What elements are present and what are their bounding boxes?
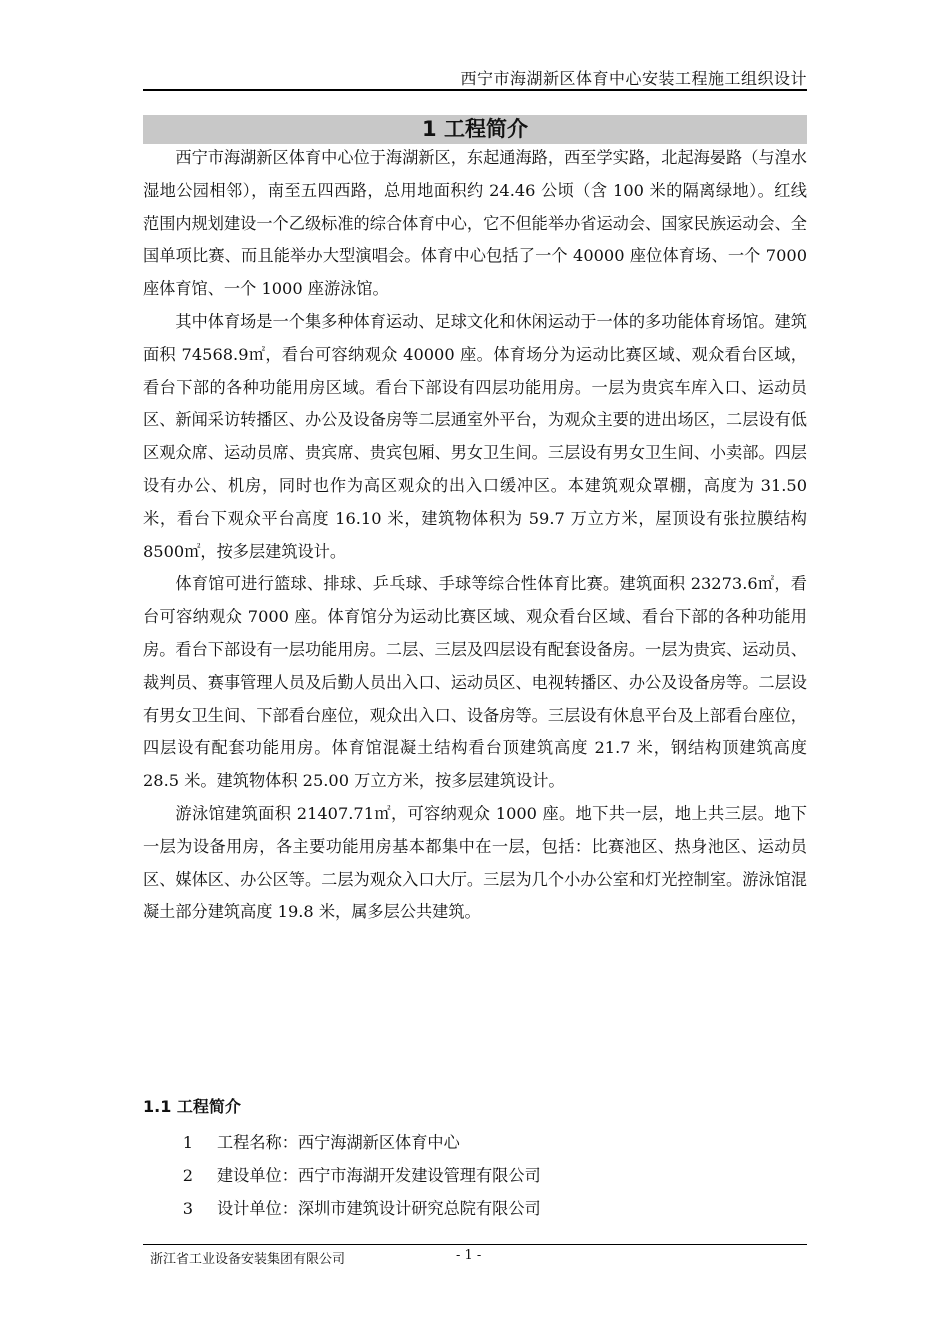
- paragraph-stadium: 其中体育场是一个集多种体育运动、足球文化和休闲运动于一体的多功能体育场馆。建筑面积 74568.9㎡，看台可容纳观众 40000 座。体育场分为运动比赛区域、观众看台区域，看台下部的各种功能用房区域。看台下部设有四层功能用房。一层为贵宾车库入口、运动员区、新闻采访转播区、办公及设备房等二层通室外平台，为观众主要的进出场区，二层设有低区观众席、运动员席、贵宾席、贵宾包厢、男女卫生间。三层设有男女卫生间、小卖部。四层设有办公、机房，同时也作为高区观众的出入口缓冲区。本建筑观众罩棚，高度为 31.50 米，看台下观众平台高度 16.10 米，建筑物体积为 59.7 万立方米，屋顶设有张拉膜结构 8500㎡，按多层建筑设计。: [143, 311, 807, 561]
- list-item: [143, 1159, 541, 1192]
- list-item: [143, 1126, 541, 1159]
- page-header-title: 西宁市海湖新区体育中心安装工程施工组织设计: [460, 69, 807, 88]
- list-item-text: 设计单位：深圳市建筑设计研究总院有限公司: [217, 1199, 541, 1218]
- list-item-number: 3: [182, 1199, 193, 1218]
- list-item-number: 1: [182, 1133, 193, 1152]
- section-title: 1 工程简介: [422, 117, 528, 141]
- list-item-text: 工程名称：西宁海湖新区体育中心: [217, 1133, 460, 1152]
- paragraph-natatorium: 游泳馆建筑面积 21407.71㎡，可容纳观众 1000 座。地下共一层，地上共三层。地下一层为设备用房，各主要功能用房基本都集中在一层，包括：比赛池区、热身池区、运动员区、媒体区、办公区等。二层为观众入口大厅。三层为几个小办公室和灯光控制室。游泳馆混凝土部分建筑高度 19.8 米，属多层公共建筑。: [143, 803, 807, 922]
- list-item-text: 建设单位：西宁市海湖开发建设管理有限公司: [217, 1166, 541, 1185]
- body-text: [143, 142, 807, 929]
- list-item: [143, 1192, 541, 1225]
- subsection-title: 1.1 工程简介: [143, 1097, 241, 1116]
- paragraph-overview: 西宁市海湖新区体育中心位于海湖新区，东起通海路，西至学实路，北起海晏路（与湟水湿地公园相邻），南至五四西路，总用地面积约 24.46 公顷（含 100 米的隔离绿地）。红线范围内规划建设一个乙级标准的综合体育中心，它不但能举办省运动会、国家民族运动会、全国单项比赛、而且能举办大型演唱会。体育中心包括了一个 40000 座位体育场、一个 7000 座体育馆、一个 1000 座游泳馆。: [143, 148, 807, 299]
- section-banner: [143, 115, 807, 144]
- paragraph-gymnasium: 体育馆可进行篮球、排球、乒乓球、手球等综合性体育比赛。建筑面积 23273.6㎡，看台可容纳观众 7000 座。体育馆分为运动比赛区域、观众看台区域、看台下部的各种功能用房。看台下部设有一层功能用房。二层、三层及四层设有配套设备房。一层为贵宾、运动员、裁判员、赛事管理人员及后勤人员出入口、运动员区、电视转播区、办公及设备房等。二层设有男女卫生间、下部看台座位，观众出入口、设备房等。三层设有休息平台及上部看台座位，四层设有配套功能用房。体育馆混凝土结构看台顶建筑高度 21.7 米，钢结构顶建筑高度 28.5 米。建筑物体积 25.00 万立方米，按多层建筑设计。: [143, 574, 807, 791]
- project-info-list: [143, 1126, 541, 1225]
- list-item-number: 2: [182, 1166, 193, 1185]
- footer-company: 浙江省工业设备安装集团有限公司: [150, 1252, 346, 1267]
- page-number: - 1 -: [456, 1248, 482, 1263]
- footer-divider: [143, 1244, 807, 1245]
- header-divider: [143, 89, 807, 91]
